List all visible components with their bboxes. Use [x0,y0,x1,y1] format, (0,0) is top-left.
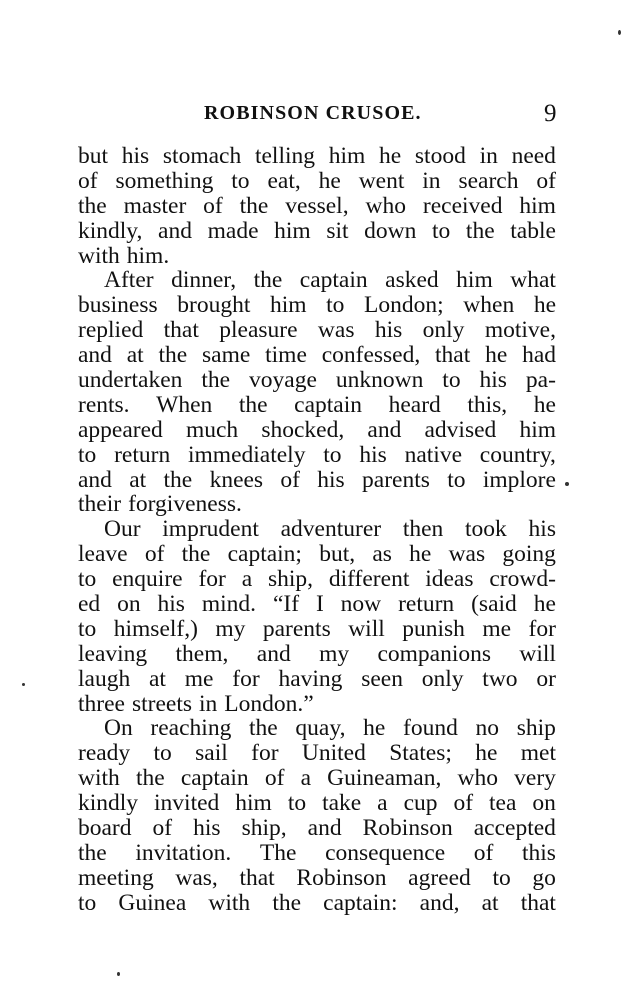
word: of [203,192,223,219]
word: his [193,815,221,842]
word: the [78,192,107,219]
word: of [264,765,285,792]
word: kindly [78,790,139,817]
word: the [181,541,211,568]
word: to [432,217,451,244]
word: master [123,192,187,219]
word: him [456,267,493,294]
word: When [156,391,213,418]
word: having [278,665,343,692]
word: received [422,192,503,219]
word: to [287,790,307,817]
text-line [78,268,556,293]
word: stomach [162,143,242,169]
word: that [163,317,199,344]
word: the [163,466,193,493]
word: that [435,342,471,369]
word: telling [254,143,315,169]
word: crowd- [489,566,556,593]
word: I [315,591,324,618]
word: ideas [425,566,474,593]
word: consequence [325,839,446,866]
word: shocked, [261,416,345,443]
word: advised [424,416,497,443]
text-line [78,716,556,741]
text-line [78,517,556,542]
word: London; [364,292,444,319]
word: heard [388,391,441,418]
word: was [317,317,355,344]
word: my [215,615,246,642]
text-line [78,492,556,517]
word: at [129,466,147,493]
word: sit [326,217,349,244]
word: with [78,242,120,269]
word: confessed, [321,342,421,369]
word: the [201,367,231,394]
text-line [78,542,556,567]
word: and [307,815,342,842]
word: and [78,466,112,493]
word: return [114,441,171,468]
word: him [235,790,272,817]
word: a [377,790,388,817]
word: he [533,591,556,618]
word: stood [414,143,466,169]
text-line [78,468,556,493]
word: was, [175,864,218,891]
word: him [519,416,556,443]
word: go [532,864,556,891]
word: or [536,665,556,692]
word: implore [482,466,556,493]
word: the [272,889,302,916]
word: them, [175,640,229,667]
word: for [251,740,279,767]
word: he [485,342,508,369]
word: to [326,292,345,319]
word: different [328,566,410,593]
word: the [249,715,278,742]
word: reaching [150,715,232,742]
word: parents [362,466,430,493]
text-line [78,368,556,393]
word: and [367,416,402,443]
word: and [78,342,112,369]
word: agreed [408,864,471,891]
word: my [319,640,350,667]
word: replied [78,317,144,344]
word: to [447,466,466,493]
word: invited [154,790,220,817]
word: ship [516,715,556,742]
word: board [78,815,132,842]
word: on [117,591,141,618]
text-line [78,219,556,244]
word: with [78,765,120,792]
word: to [231,167,250,194]
word: the [135,765,165,792]
word: found [403,715,458,742]
word: to [153,740,172,767]
word: to [78,566,97,593]
word: laugh [78,665,131,692]
running-header [0,100,627,130]
word: imprudent [162,516,259,543]
word: but [78,143,109,169]
text-line [78,567,556,592]
word: for [198,566,226,593]
word: this, [467,391,508,418]
text-line [78,318,556,343]
word: and, [419,889,460,916]
word: States; [389,740,452,767]
scan-speck [22,683,25,686]
word: me [184,665,214,692]
word: business [78,292,158,319]
word: (said [471,591,517,618]
word: same [202,342,251,369]
word: his [374,317,403,344]
word: him [328,143,366,169]
word: went [358,167,405,194]
text-line [78,692,556,717]
word: going [502,541,556,568]
word: captain; [227,541,302,568]
word: was [448,541,486,568]
word: will [519,640,556,667]
word: need [511,143,556,169]
word: eat, [267,167,301,194]
text-line [78,741,556,766]
word: punish [402,615,465,642]
word: in [199,690,218,717]
word: mind. [201,591,257,618]
word: meeting [78,864,154,891]
word: captain [299,267,368,294]
word: The [259,839,297,866]
word: vessel, [285,192,349,219]
word: “If [272,591,300,618]
word: captain [180,765,249,792]
word: of [280,466,300,493]
word: knees [209,466,264,493]
word: down [364,217,417,244]
word: his [359,441,387,468]
text-line [78,244,556,269]
word: captain [294,391,362,418]
word: who [365,192,406,219]
word: with [208,889,251,916]
word: at [126,342,144,369]
word: of [78,167,98,194]
word: cup [403,790,438,817]
text-line [78,393,556,418]
word: ed [78,591,101,618]
text-line [78,891,556,916]
word: pleasure [219,317,298,344]
text-line [78,667,556,692]
word: unknown [335,367,424,394]
word: only [421,665,464,692]
text-line [78,642,556,667]
word: he [363,715,386,742]
word: in [479,143,498,169]
word: he [409,541,432,568]
word: voyage [249,367,317,394]
word: parents [262,615,331,642]
word: time [265,342,307,369]
word: streets [131,690,193,717]
word: for [528,615,556,642]
word: very [514,765,556,792]
word: kindly, [78,217,143,244]
word: to [323,441,342,468]
word: to [78,889,97,916]
text-line [78,791,556,816]
word: him [519,192,556,219]
text-line [78,592,556,617]
word: enquire [112,566,183,593]
word: ship, [241,815,287,842]
word: London.” [224,690,314,717]
text-line [78,443,556,468]
word: he [318,167,341,194]
word: on [532,790,556,817]
word: he [379,143,402,169]
word: appeared [78,416,163,443]
word: only [422,317,465,344]
word: country, [479,441,556,468]
word: the [158,342,188,369]
word: On [104,715,133,742]
word: leave [78,541,128,568]
word: a [300,765,311,792]
word: himself,) [113,615,198,642]
word: that [239,864,275,891]
text-line [78,766,556,791]
word: who [457,765,498,792]
word: dinner, [171,267,237,294]
word: for [232,665,260,692]
text-line [78,293,556,318]
word: Guineaman, [327,765,442,792]
scan-speck [618,30,621,35]
word: of [473,839,494,866]
word: ship, [267,566,314,593]
word: undertaken [78,367,183,394]
word: and [158,217,192,244]
word: me [482,615,512,642]
word: accepted [473,815,556,842]
text-line [78,144,556,169]
word: quay, [295,715,346,742]
word: he [475,740,498,767]
word: Robinson [296,864,387,891]
scan-speck [565,482,569,486]
text-line [78,617,556,642]
word: tea [489,790,517,817]
text-line [78,169,556,194]
page-number: 9 [544,100,557,127]
word: his [479,367,507,394]
word: met [520,740,556,767]
word: two [482,665,518,692]
word: will [348,615,385,642]
word: rents. [78,391,130,418]
word: to [442,367,461,394]
word: of [144,541,165,568]
word: seen [361,665,403,692]
word: brought [177,292,251,319]
word: immediately [188,441,306,468]
word: much [185,416,239,443]
word: then [402,516,444,543]
text-line [78,841,556,866]
word: forgiveness. [128,491,242,518]
word: what [510,267,556,294]
word: captain: [323,889,398,916]
scan-speck [117,972,120,976]
word: adventurer [280,516,382,543]
word: search [458,167,519,194]
word: of [536,167,556,194]
word: took [465,516,507,543]
word: something [115,167,214,194]
word: companions [377,640,492,667]
word: made [207,217,259,244]
word: that [520,889,556,916]
word: at [481,889,499,916]
word: no [475,715,500,742]
text-line [78,418,556,443]
word: him [269,292,307,319]
word: a [241,566,253,593]
word: table [510,217,556,244]
word: the [239,192,269,219]
word: his [157,591,185,618]
word: in [422,167,441,194]
word: his [528,516,556,543]
word: the [253,267,283,294]
word: United [301,740,366,767]
word: he [533,292,556,319]
word: motive, [484,317,556,344]
word: him. [126,242,170,269]
word: Guinea [118,889,187,916]
word: his [317,466,345,493]
text-line [78,194,556,219]
word: Robinson [362,815,453,842]
word: ready [78,740,131,767]
text-line [78,866,556,891]
word: three [78,690,125,717]
running-title: ROBINSON CRUSOE. [204,102,422,124]
word: their [78,491,122,518]
word: take [322,790,362,817]
word: to [492,864,511,891]
text-line [78,816,556,841]
word: as [372,541,392,568]
word: at [149,665,166,692]
word: leaving [78,640,148,667]
word: the [465,217,495,244]
body-text [78,144,556,916]
word: when [463,292,515,319]
word: to [78,441,97,468]
word: the [238,391,268,418]
word: Our [104,516,141,543]
text-line [78,343,556,368]
word: of [152,815,173,842]
word: asked [385,267,439,294]
word: native [404,441,462,468]
word: return [398,591,455,618]
word: this [521,839,556,866]
word: pa- [525,367,556,394]
word: After [104,267,154,294]
word: had [522,342,556,369]
word: now [340,591,382,618]
word: of [453,790,474,817]
word: sail [195,740,228,767]
word: him [274,217,311,244]
word: his [121,143,150,169]
word: invitation. [135,839,232,866]
word: but, [319,541,356,568]
word: and [256,640,291,667]
word: he [533,391,556,418]
word: to [78,615,97,642]
word: the [78,839,107,866]
